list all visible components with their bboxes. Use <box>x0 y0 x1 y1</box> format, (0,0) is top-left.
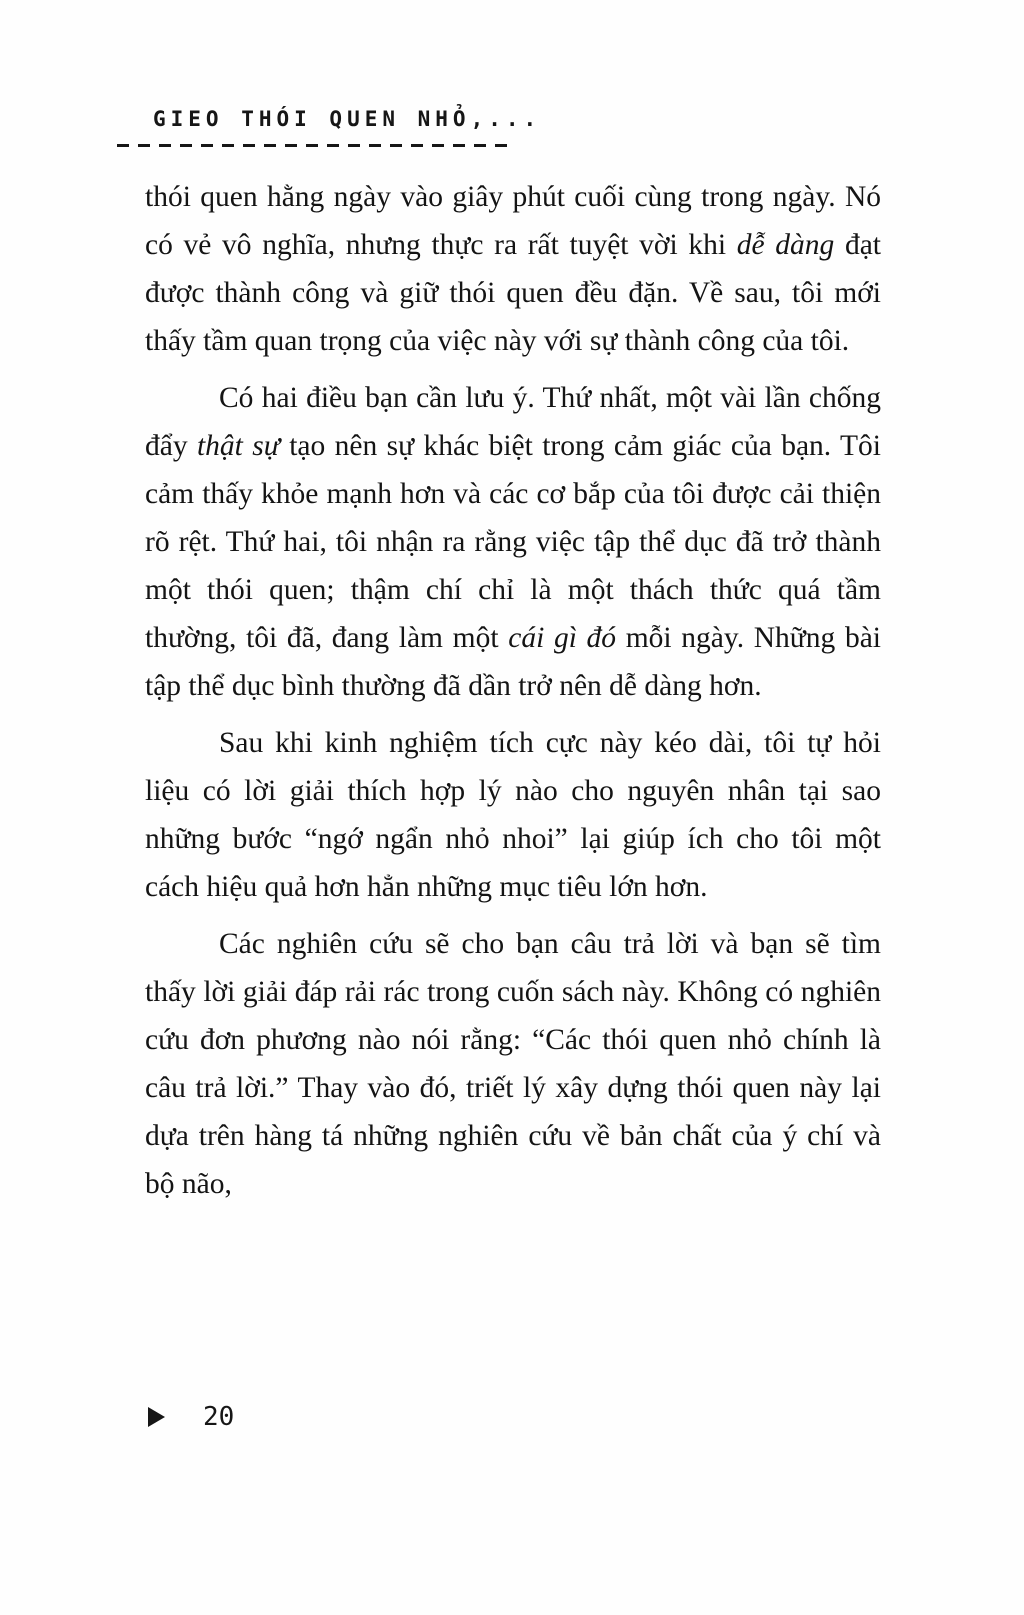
text-run: Sau khi kinh nghiệm tích cực này kéo dài, tôi tự hỏi liệu có lời giải thích hợp lý nào cho nguyên nhân tại sao những bước “ngớ ngẩn nhỏ nhoi” lại giúp ích cho tôi một cách hiệu quả hơn hẳn những mục tiêu lớn hơn. <box>145 727 881 903</box>
paragraph <box>145 719 881 911</box>
text-run: đạt được thành công và giữ thói quen đều đặn. Về sau, tôi mới thấy tầm quan trọng của việc này với sự thành công của tôi. <box>145 229 881 357</box>
text-run: Các nghiên cứu sẽ cho bạn câu trả lời và bạn sẽ tìm thấy lời giải đáp rải rác trong cuốn sách này. Không có nghiên cứu đơn phương nào nói rằng: “Các thói quen nhỏ chính là câu trả lời.” Thay vào đó, triết lý xây dựng thói quen này lại dựa trên hàng tá những nghiên cứu về bản chất của ý chí và bộ não, <box>145 928 881 1200</box>
page-footer <box>148 1402 234 1432</box>
triangle-marker-icon <box>148 1407 165 1427</box>
paragraph <box>145 374 881 710</box>
italic-text-run: dễ dàng <box>736 229 835 261</box>
page-content <box>145 106 881 1217</box>
dashed-divider <box>117 144 509 147</box>
text-run: mỗi ngày. Những bài tập thể dục bình thường đã dần trở nên dễ dàng hơn. <box>145 622 881 702</box>
text-run: tạo nên sự khác biệt trong cảm giác của bạn. Tôi cảm thấy khỏe mạnh hơn và các cơ bắp của tôi được cải thiện rõ rệt. Thứ hai, tôi nhận ra rằng việc tập thể dục đã trở thành một thói quen; thậm chí chỉ là một thách thức quá tầm thường, tôi đã, đang làm một <box>145 430 881 654</box>
page-number: 20 <box>203 1402 235 1432</box>
text-run: Có hai điều bạn cần lưu ý. Thứ nhất, một vài lần chống đẩy <box>145 382 881 462</box>
italic-text-run: thật sự <box>196 430 280 462</box>
paragraph <box>145 920 881 1208</box>
running-header: GIEO THÓI QUEN NHỎ,... <box>153 107 542 131</box>
body-text <box>145 173 881 1208</box>
paragraph <box>145 173 881 365</box>
text-run: thói quen hằng ngày vào giây phút cuối cùng trong ngày. Nó có vẻ vô nghĩa, nhưng thực ra rất tuyệt vời khi <box>145 181 881 261</box>
italic-text-run: cái gì đó <box>508 622 617 654</box>
